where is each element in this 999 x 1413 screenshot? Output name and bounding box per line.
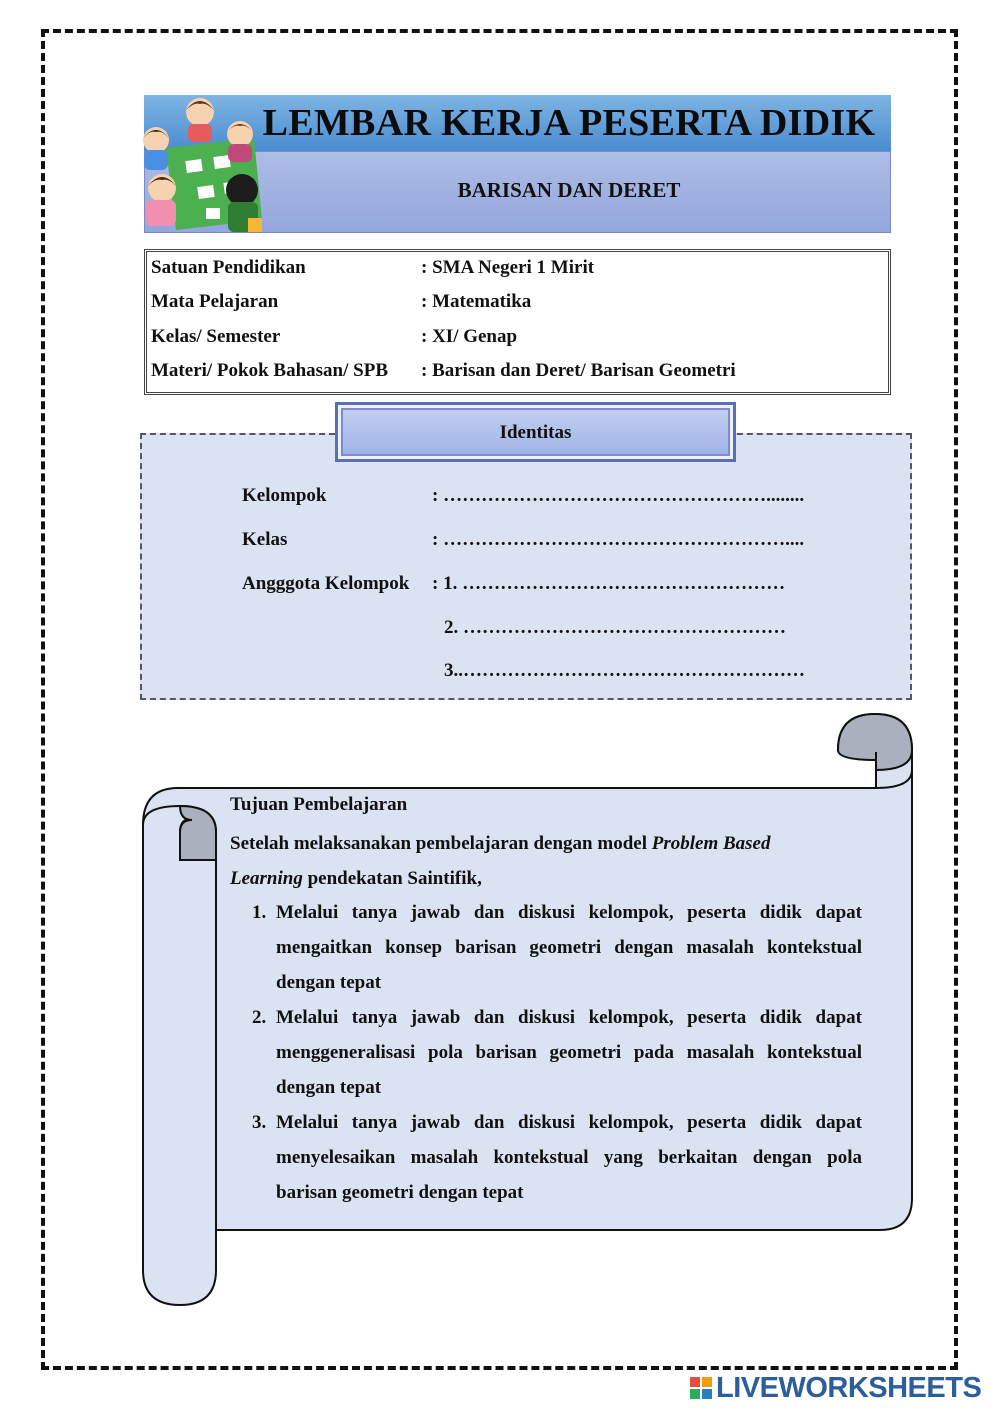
page-subtitle: BARISAN DAN DERET	[457, 178, 681, 202]
goal-item: 1. Melalui tanya jawab dan diskusi kelompok, peserta didik dapat mengaitkan konsep barisan geometri dengan masalah kontekstual dengan tepat	[252, 902, 862, 993]
liveworksheets-icon	[690, 1377, 712, 1399]
goals-title: Tujuan Pembelajaran	[230, 794, 408, 815]
group-label: Kelompok	[242, 485, 327, 506]
goal-item: 2. Melalui tanya jawab dan diskusi kelompok, peserta didik dapat menggeneralisasi pola barisan geometri pada masalah kontekstual dengan tepat	[252, 1007, 862, 1098]
members-label: Angggota Kelompok	[242, 573, 410, 594]
liveworksheets-logo: LIVEWORKSHEETS	[690, 1372, 990, 1406]
goals-list	[252, 895, 862, 1210]
page-title: LEMBAR KERJA PESERTA DIDIK	[262, 102, 876, 144]
info-row-school: Satuan Pendidikan : SMA Negeri 1 Mirit	[151, 257, 595, 278]
goal-item: 3. Melalui tanya jawab dan diskusi kelompok, peserta didik dapat menyelesaikan masalah kontekstual yang berkaitan dengan pola barisan geometri dengan tepat	[252, 1112, 862, 1203]
member-3-input[interactable]: 3..………………………………………………	[444, 660, 805, 681]
class-input[interactable]: : ………………………………………………....	[432, 529, 805, 550]
class-label: Kelas	[242, 529, 288, 550]
goals-intro: Setelah melaksanakan pembelajaran dengan model Problem Based Learning pendekatan Saintifik,	[230, 833, 771, 889]
info-row-class: Kelas/ Semester : XI/ Genap	[151, 326, 518, 347]
member-1-input[interactable]: : 1. ……………………………………………	[432, 573, 786, 594]
info-row-subject: Mata Pelajaran : Matematika	[151, 291, 532, 312]
member-2-input[interactable]: 2. ……………………………………………	[444, 617, 786, 638]
info-row-material: Materi/ Pokok Bahasan/ SPB : Barisan dan Deret/ Barisan Geometri	[151, 360, 736, 381]
group-input[interactable]: : ……………………………………………........	[432, 485, 805, 506]
identity-heading: Identitas	[335, 402, 736, 462]
